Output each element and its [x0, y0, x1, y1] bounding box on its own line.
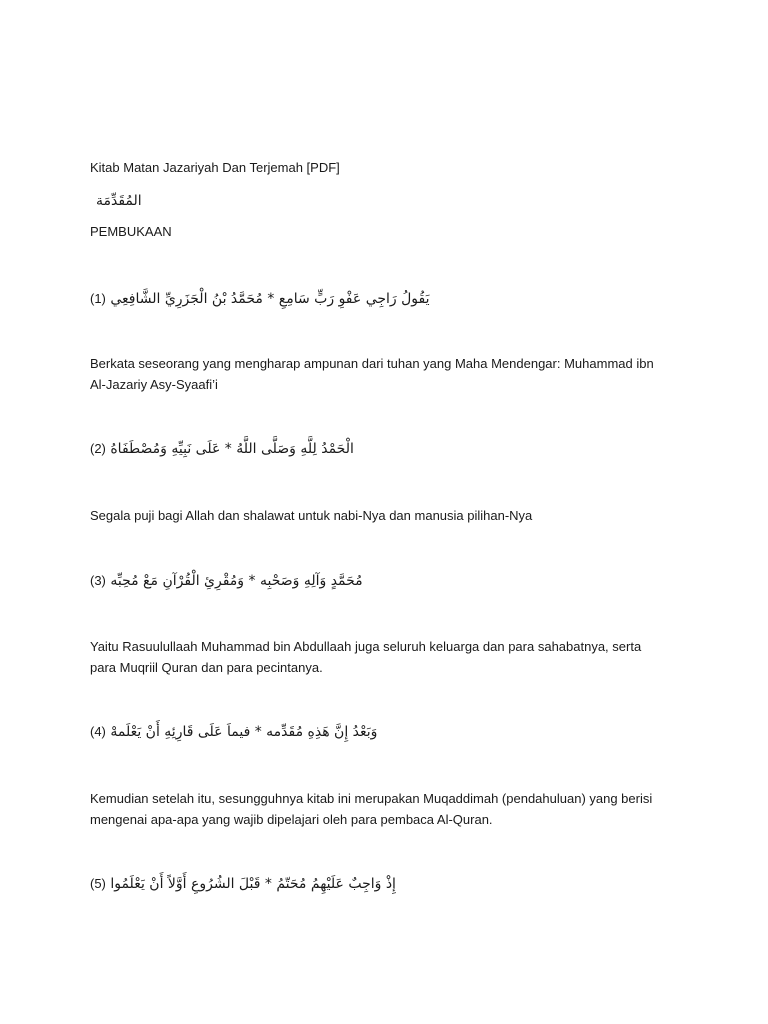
verse-number: (1) [90, 291, 106, 306]
verse-arabic-text: الْحَمْدُ لِلَّهِ وَصَلَّى اللَّهُ * عَلَى نَبِيِّهِ وَمُصْطَفَاهُ [110, 441, 354, 457]
verse-arabic [90, 873, 396, 895]
verse-arabic [90, 721, 377, 743]
arabic-heading-text: المُقَدِّمَة [96, 193, 142, 209]
document-title: Kitab Matan Jazariyah Dan Terjemah [PDF] [90, 160, 340, 175]
verse-number: (2) [90, 441, 106, 456]
verse-arabic-text: مُحَمَّدٍ وَآلِهِ وَصَحْبِه * وَمُقْرِئِ الْقُرْآنِ مَعْ مُحِبِّه [110, 573, 363, 589]
verse-number: (4) [90, 724, 106, 739]
section-heading: PEMBUKAAN [90, 224, 172, 239]
arabic-heading [96, 190, 142, 212]
verse-arabic-text: وَبَعْدُ إِنَّ هَذِهِ مُقَدِّمه * فيماَ عَلَى قَارِئِهِ أَنْ يَعْلَمهْ [110, 724, 378, 740]
verse-arabic [90, 570, 363, 592]
verse-arabic-text: يَقُولُ رَاجِي عَفْوِ رَبٍّ سَامِعِ * مُحَمَّدُ بْنُ الْجَزَرِيِّ الشَّافِعِي [110, 291, 430, 307]
verse-arabic-text: إِذْ وَاجِبٌ عَلَيْهِمُ مُحَتّمُ * قَبْلَ الشُرُوعِ أَوَّلاً أَنْ يَعْلَمُوا [110, 876, 396, 892]
verse-number: (3) [90, 573, 106, 588]
verse-translation: Yaitu Rasuulullaah Muhammad bin Abdullaah juga seluruh keluarga dan para sahabatnya, serta para Muqriil Quran dan para pecintanya. [90, 639, 642, 675]
verse-number: (5) [90, 876, 106, 891]
verse-translation: Kemudian setelah itu, sesungguhnya kitab ini merupakan Muqaddimah (pendahuluan) yang berisi mengenai apa-apa yang wajib dipelajari oleh para pembaca Al-Quran. [90, 791, 653, 827]
verse-translation: Segala puji bagi Allah dan shalawat untuk nabi-Nya dan manusia pilihan-Nya [90, 508, 533, 523]
verse-arabic [90, 288, 430, 310]
verse-translation: Berkata seseorang yang mengharap ampunan dari tuhan yang Maha Mendengar: Muhammad ibn Al-Jazariy Asy-Syaafi’i [90, 356, 654, 392]
verse-arabic [90, 438, 354, 460]
